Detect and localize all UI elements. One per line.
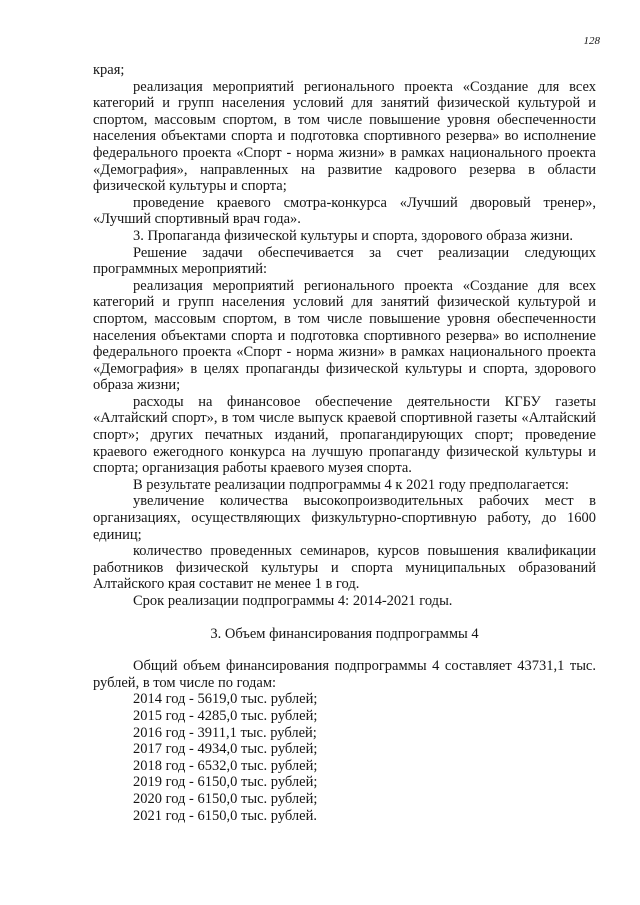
list-item: 2017 год - 4934,0 тыс. рублей;	[133, 741, 318, 758]
paragraph: Решение задачи обеспечивается за счет реализации следующих программных мероприятий:	[93, 244, 596, 278]
paragraph: 3. Пропаганда физической культуры и спорта, здорового образа жизни.	[133, 227, 574, 244]
list-item: 2016 год - 3911,1 тыс. рублей;	[133, 724, 317, 741]
paragraph: реализация мероприятий регионального проекта «Создание для всех категорий и групп населения условий для занятий физической культурой и спортом, массовым спортом, в том числе повышение уровня обеспеченности населения объектами спорта и подготовка спортивного резерва» во исполнение федерального проекта «Спорт - норма жизни» в рамках национального проекта «Демография», направленных на развитие кадрового резерва в области физической культуры и спорта;	[93, 78, 596, 195]
paragraph: количество проведенных семинаров, курсов повышения квалификации работников физической культуры и спорта муниципальных образований Алтайского края составит не менее 1 в год.	[93, 543, 596, 593]
list-item: 2020 год - 6150,0 тыс. рублей;	[133, 790, 318, 807]
paragraph: расходы на финансовое обеспечение деятельности КГБУ газеты «Алтайский спорт», в том числе выпуск краевой спортивной газеты «Алтайский спорт»; других печатных изданий, пропагандирующих спорт; проведение краевого ежегодного конкурса на лучшую пропаганду физической культуры и спорта; организация работы краевого музея спорта.	[93, 393, 596, 477]
paragraph: Срок реализации подпрограммы 4: 2014-2021 годы.	[133, 593, 453, 609]
document-body	[93, 62, 596, 824]
list-item: 2015 год - 4285,0 тыс. рублей;	[133, 707, 318, 724]
funding-by-year-list	[93, 691, 596, 824]
page-number: 128	[583, 35, 600, 47]
list-item: 2018 год - 6532,0 тыс. рублей;	[133, 757, 318, 774]
list-item: 2014 год - 5619,0 тыс. рублей;	[133, 691, 318, 708]
list-item: 2019 год - 6150,0 тыс. рублей;	[133, 774, 318, 791]
paragraph: края;	[93, 62, 125, 78]
paragraph: проведение краевого смотра-конкурса «Лучший дворовый тренер», «Лучший спортивный врач года».	[93, 194, 596, 228]
funding-intro: Общий объем финансирования подпрограммы 4 составляет 43731,1 тыс. рублей, в том числе по годам:	[93, 658, 596, 691]
list-item: 2021 год - 6150,0 тыс. рублей.	[133, 807, 317, 824]
section-heading: 3. Объем финансирования подпрограммы 4	[210, 625, 479, 642]
paragraph: увеличение количества высокопроизводительных рабочих мест в организациях, осуществляющих физкультурно-спортивную работу, до 1600 единиц;	[93, 493, 596, 543]
paragraph: В результате реализации подпрограммы 4 к 2021 году предполагается:	[133, 476, 569, 493]
paragraph: реализация мероприятий регионального проекта «Создание для всех категорий и групп населения условий для занятий физической культурой и спортом, массовым спортом, в том числе повышение уровня обеспеченности населения объектами спорта и подготовка спортивного резерва» во исполнение федерального проекта «Спорт - норма жизни» в рамках национального проекта «Демография» в целях пропаганды физической культуры и спорта, здорового образа жизни;	[93, 277, 596, 394]
